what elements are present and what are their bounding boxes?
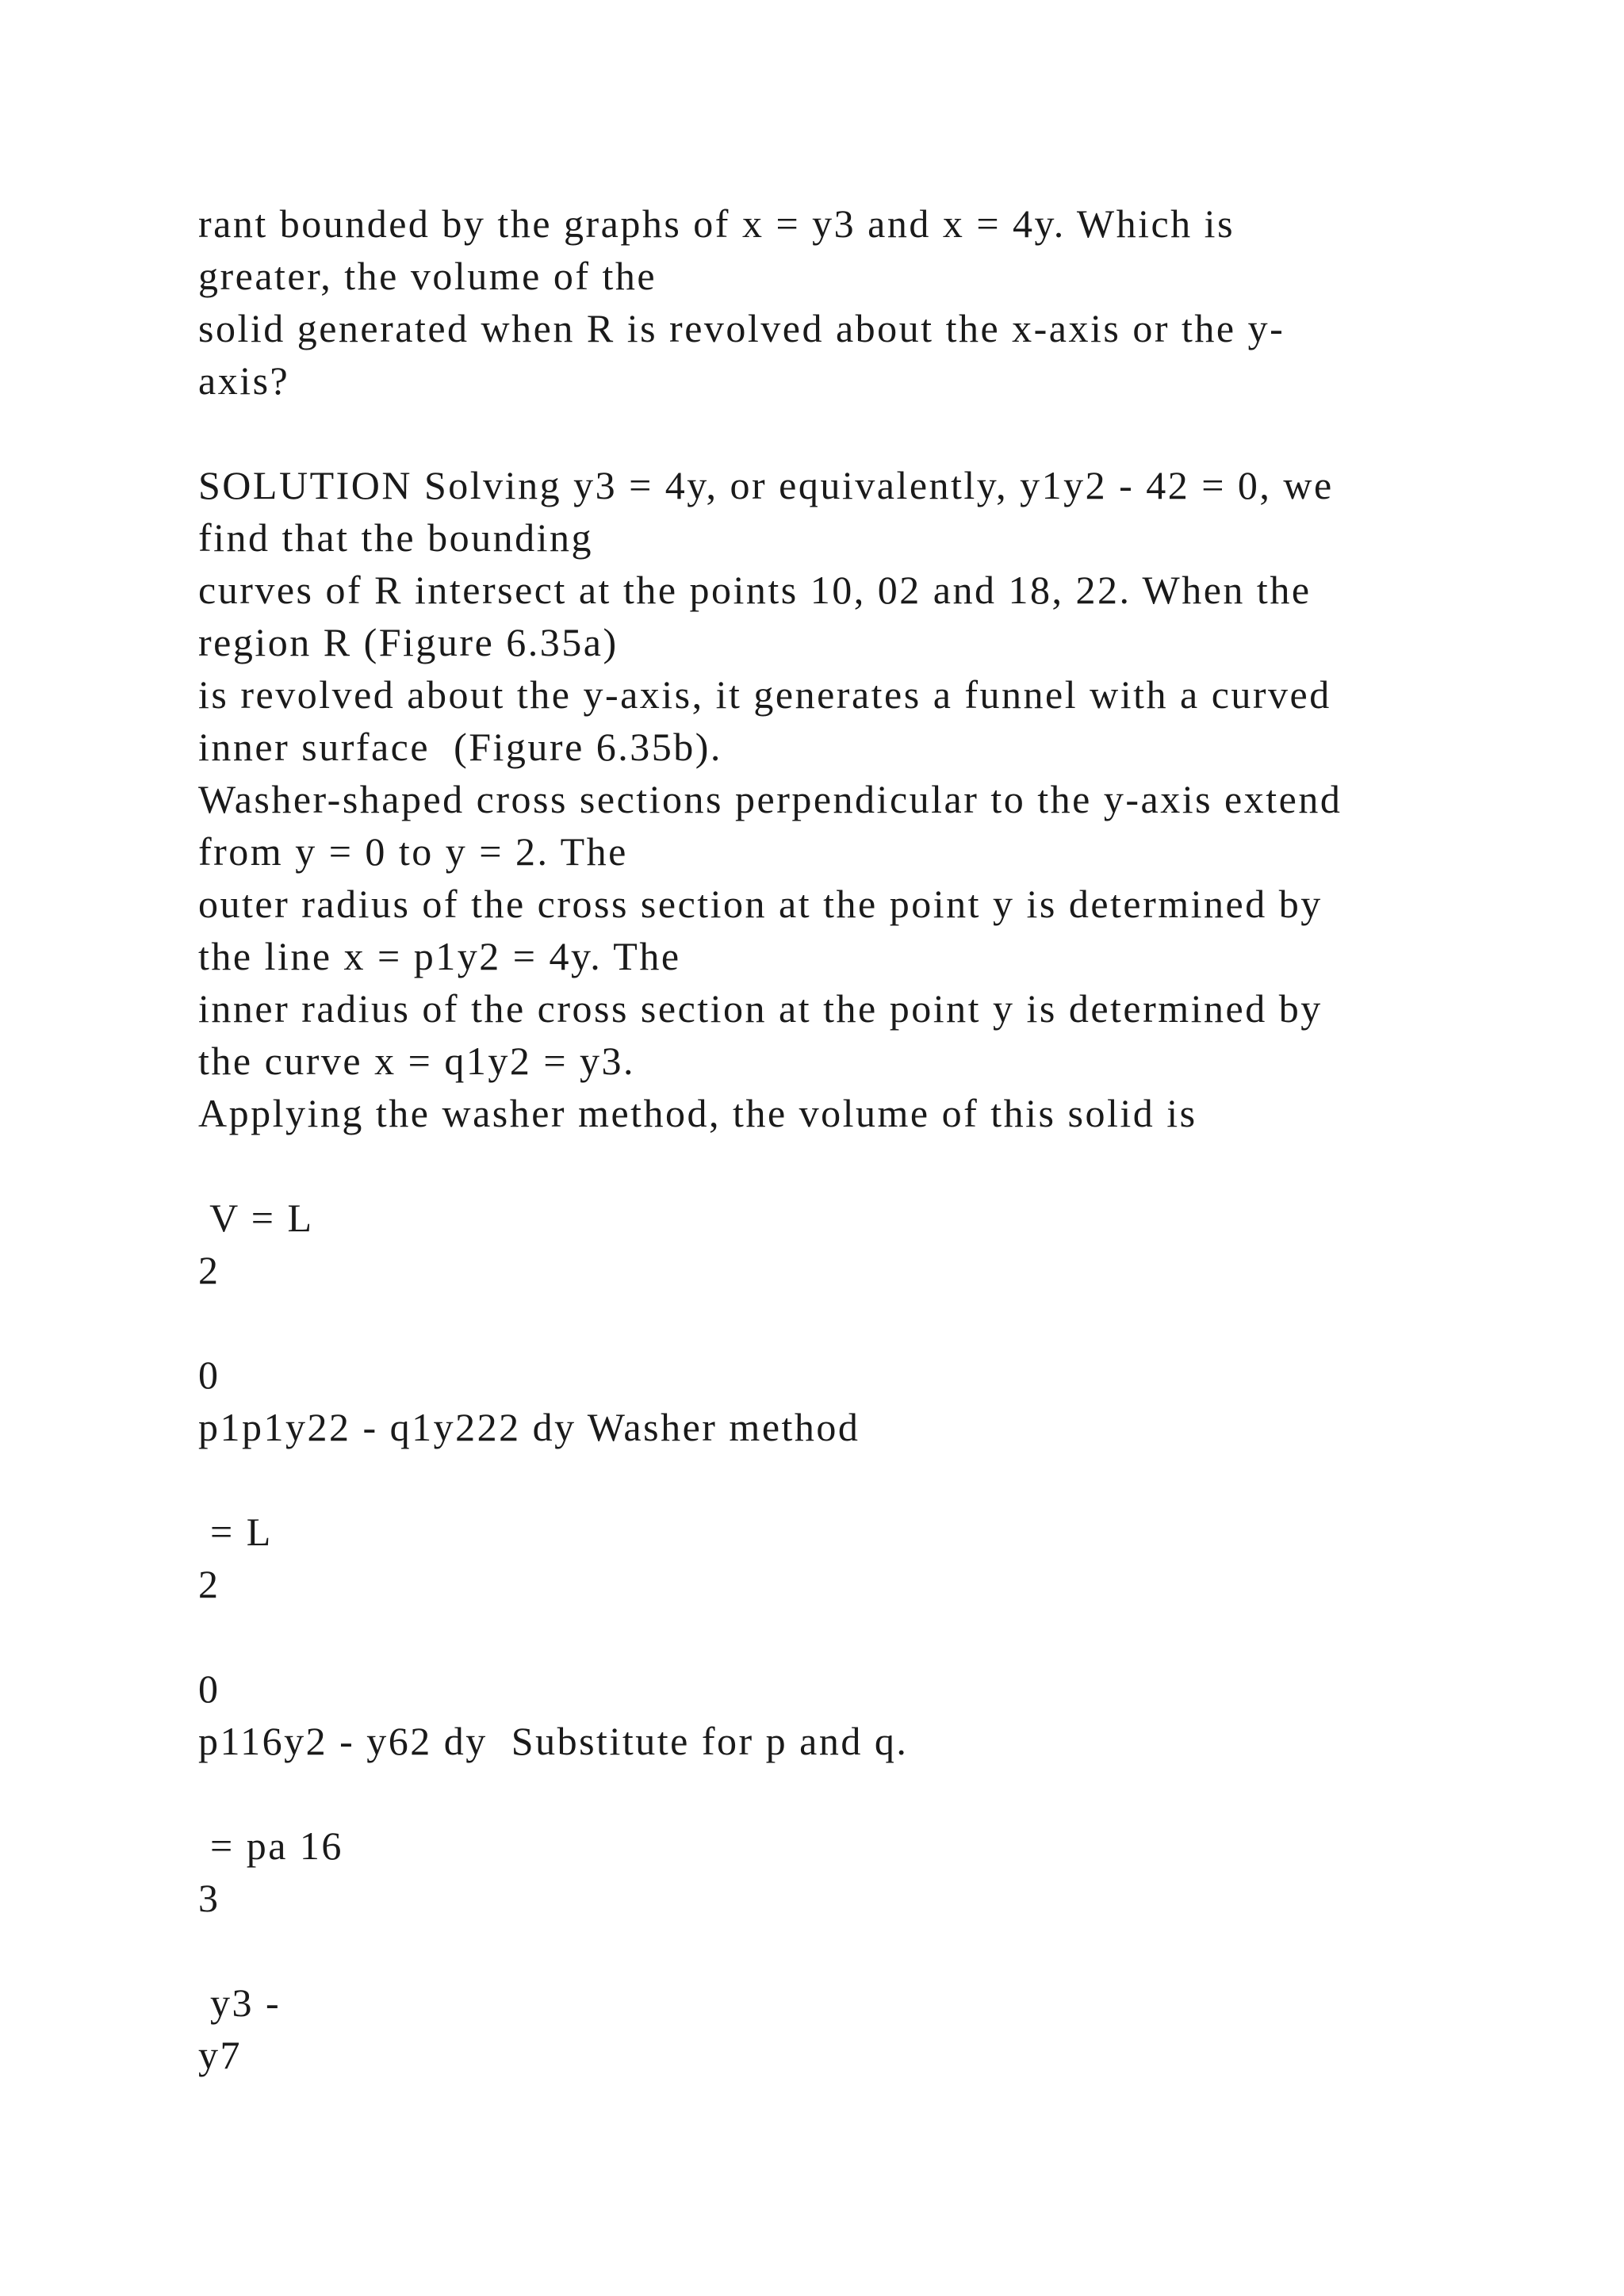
equation-line: 3 — [198, 1876, 220, 1920]
equation-line: 2 — [198, 1248, 220, 1292]
equation-line: = pa 16 — [198, 1823, 343, 1868]
equation-line: 0 — [198, 1353, 220, 1397]
text-line: rant bounded by the graphs of x = y3 and x = 4y. Which is — [198, 201, 1235, 246]
text-line: region R (Figure 6.35a) — [198, 620, 619, 664]
text-line: find that the bounding — [198, 515, 593, 560]
text-line: the curve x = q1y2 = y3. — [198, 1039, 636, 1083]
text-line: curves of R intersect at the points 10, 02 and 18, 22. When the — [198, 568, 1312, 612]
text-line: inner surface (Figure 6.35b). — [198, 725, 722, 769]
equation-line: V = L — [198, 1196, 314, 1240]
text-line: Washer-shaped cross sections perpendicular to the y-axis extend — [198, 777, 1342, 821]
text-line: solid generated when R is revolved about the x-axis or the y- — [198, 306, 1285, 350]
equation-line: p116y2 - y62 dy Substitute for p and q. — [198, 1719, 909, 1763]
text-line: Applying the washer method, the volume of this solid is — [198, 1091, 1197, 1135]
text-line: outer radius of the cross section at the point y is determined by — [198, 882, 1323, 926]
equation-line: y7 — [198, 2033, 242, 2077]
text-line: greater, the volume of the — [198, 254, 657, 298]
text-line: SOLUTION Solving y3 = 4y, or equivalently, y1y2 - 42 = 0, we — [198, 463, 1334, 507]
equation-line: p1p1y22 - q1y222 dy Washer method — [198, 1405, 860, 1449]
text-line: is revolved about the y-axis, it generates a funnel with a curved — [198, 672, 1331, 717]
equation-line: 0 — [198, 1667, 220, 1711]
equation-line: = L — [198, 1510, 273, 1554]
text-line: axis? — [198, 358, 290, 403]
text-line: from y = 0 to y = 2. The — [198, 829, 628, 874]
text-line: the line x = p1y2 = 4y. The — [198, 934, 681, 978]
equation-line: 2 — [198, 1562, 220, 1606]
equation-line: y3 - — [198, 1980, 282, 2025]
text-line: inner radius of the cross section at the point y is determined by — [198, 986, 1323, 1031]
